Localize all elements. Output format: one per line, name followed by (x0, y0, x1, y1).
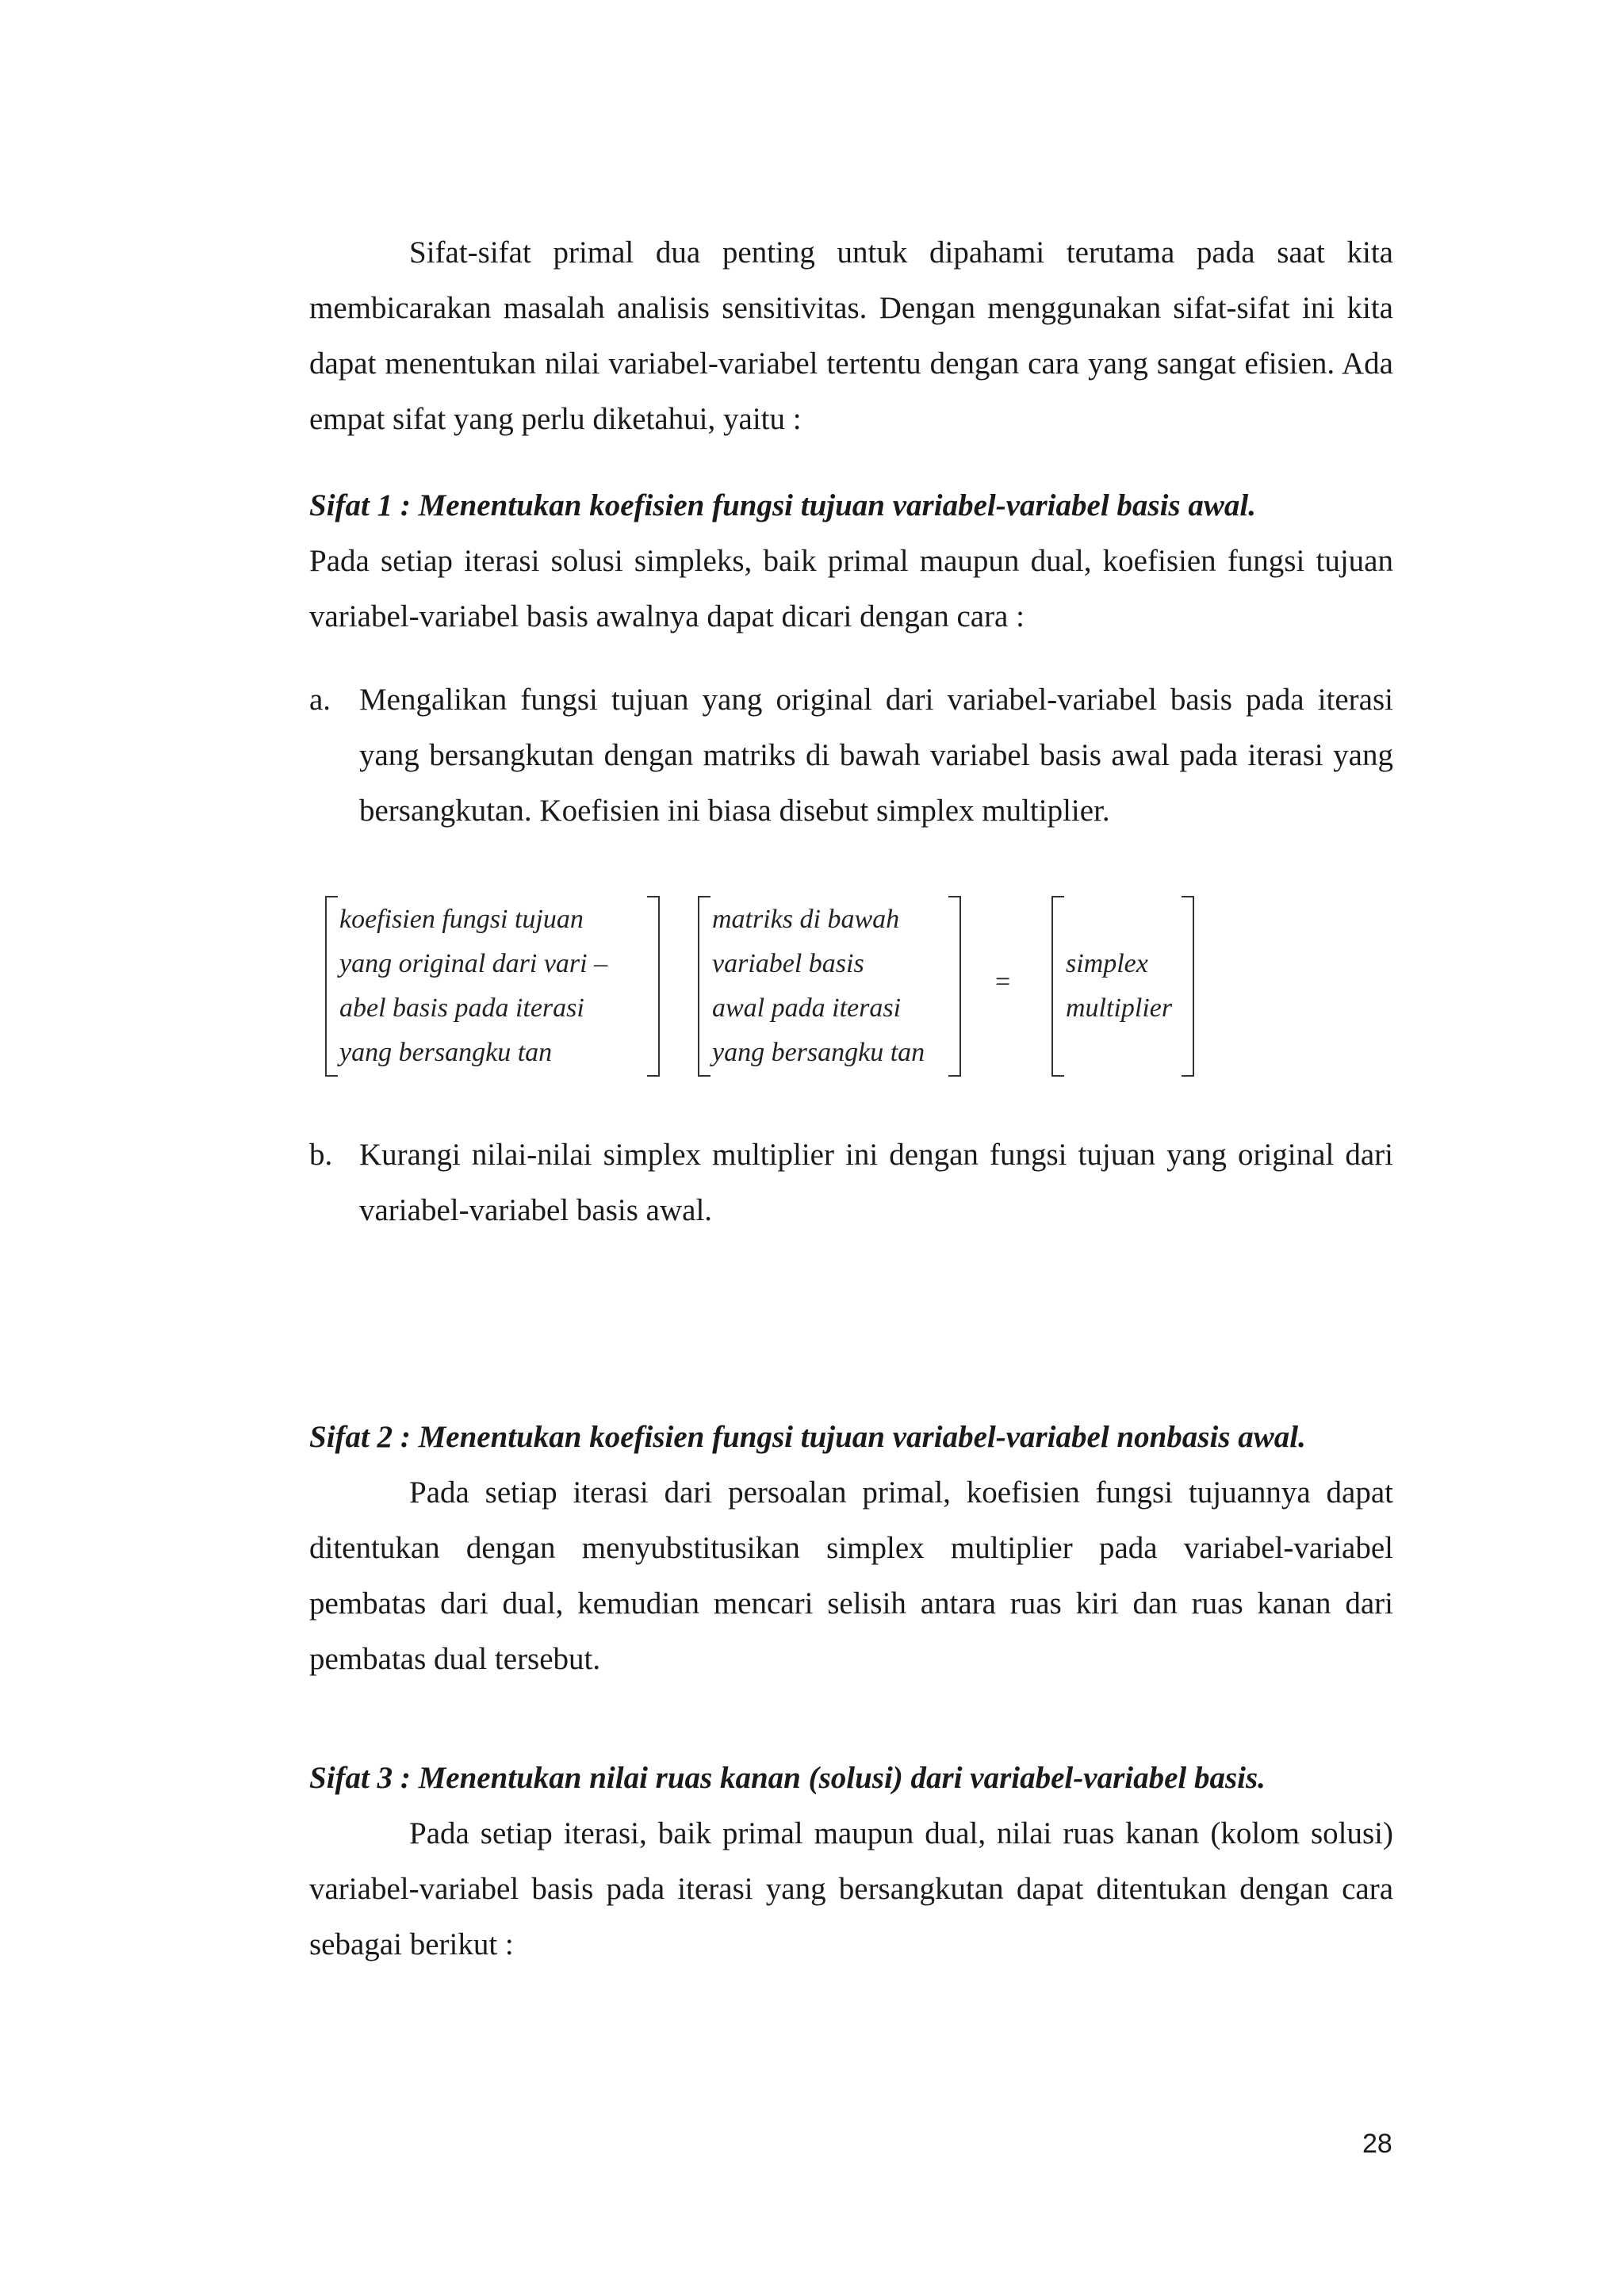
list-text-b: Kurangi nilai-nilai simplex multiplier ini dengan fungsi tujuan yang original dari variabel-variabel basis awal. (359, 1138, 1393, 1227)
sifat1-paragraph: Pada setiap iterasi solusi simpleks, baik primal maupun dual, koefisien fungsi tujuan variabel-variabel basis awalnya dapat dicari dengan cara : (309, 544, 1393, 633)
simplex-multiplier-formula (325, 896, 1205, 1078)
list-text-a: Mengalikan fungsi tujuan yang original dari variabel-variabel basis pada iterasi yang bersangkutan dengan matriks di bawah variabel basis awal pada iterasi yang bersangkutan. Koefisien ini biasa disebut simplex multiplier. (359, 683, 1393, 828)
formula-right-line: multiplier (1066, 993, 1173, 1023)
formula-middle-line: yang bersangku tan (712, 1038, 925, 1067)
formula-left-line: abel basis pada iterasi (339, 993, 584, 1023)
left-bracket (698, 896, 710, 1077)
left-bracket (1051, 896, 1064, 1077)
left-bracket (325, 896, 338, 1077)
list-marker-b: b. (309, 1138, 333, 1172)
formula-middle-bracket-group (698, 896, 961, 1075)
sifat2-paragraph: Pada setiap iterasi dari persoalan primal, koefisien fungsi tujuannya dapat ditentukan dengan menyubstitusikan simplex multiplier pada variabel-variabel pembatas dari dual, kemudian mencari selisih antara ruas kiri dan ruas kanan dari pembatas dual tersebut. (309, 1475, 1393, 1676)
sifat1-heading: Sifat 1 : Menentukan koefisien fungsi tujuan variabel-variabel basis awal. (309, 488, 1256, 522)
formula-middle-line: awal pada iterasi (712, 993, 902, 1023)
formula-left-bracket-group (325, 896, 660, 1075)
list-item-b (309, 1127, 1393, 1238)
formula-left-line: yang bersangku tan (339, 1038, 553, 1067)
formula-left-lines (339, 897, 607, 1075)
right-bracket (1182, 896, 1194, 1077)
formula-right-line: simplex (1066, 949, 1148, 978)
page-number: 28 (1362, 2129, 1392, 2159)
intro-paragraph: Sifat-sifat primal dua penting untuk dipahami terutama pada saat kita membicarakan masalah analisis sensitivitas. Dengan menggunakan sifat-sifat ini kita dapat menentukan nilai variabel-variabel tertentu dengan cara yang sangat efisien. Ada empat sifat yang perlu diketahui, yaitu : (309, 235, 1393, 436)
formula-left-line: koefisien fungsi tujuan (339, 905, 584, 934)
formula-middle-line: matriks di bawah (712, 905, 900, 934)
formula-middle-line: variabel basis (712, 949, 864, 978)
formula-right-lines (1066, 942, 1172, 1031)
sifat3-heading: Sifat 3 : Menentukan nilai ruas kanan (solusi) dari variabel-variabel basis. (309, 1761, 1266, 1795)
list-marker-a: a. (309, 683, 331, 717)
sifat3-paragraph: Pada setiap iterasi, baik primal maupun dual, nilai ruas kanan (kolom solusi) variabel-variabel basis pada iterasi yang bersangkutan dapat ditentukan dengan cara sebagai berikut : (309, 1816, 1393, 1961)
list-item-a (309, 672, 1393, 839)
formula-left-line: yang original dari vari – (339, 949, 608, 978)
equals-sign: = (995, 967, 1011, 997)
right-bracket (948, 896, 961, 1077)
sifat2-heading: Sifat 2 : Menentukan koefisien fungsi tujuan variabel-variabel nonbasis awal. (309, 1420, 1306, 1454)
right-bracket (647, 896, 660, 1077)
formula-middle-lines (712, 897, 925, 1075)
formula-right-bracket-group (1051, 896, 1194, 1075)
